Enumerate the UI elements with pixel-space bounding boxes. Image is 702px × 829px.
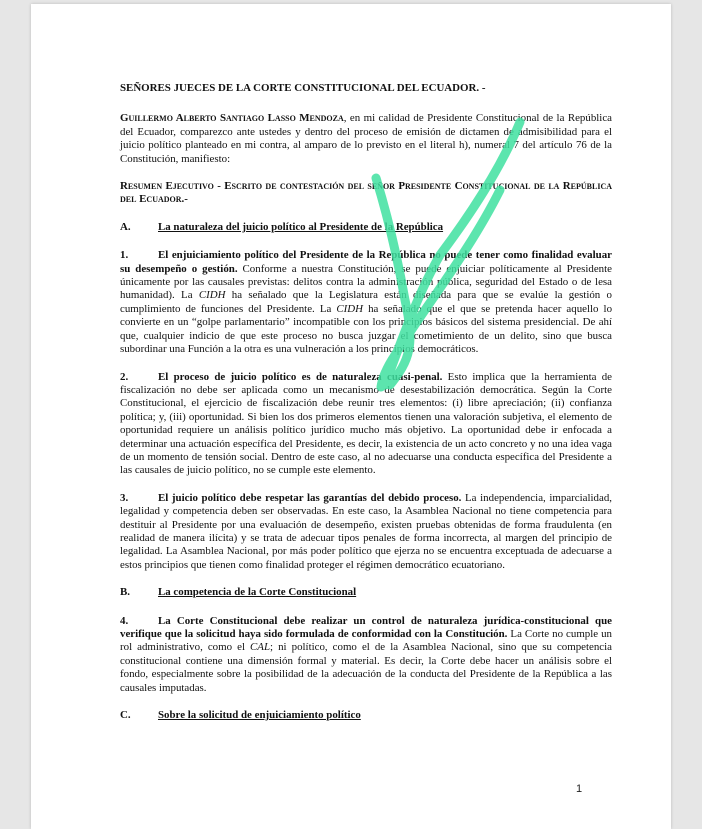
paragraph-1: [120, 249, 612, 356]
paragraph-text: Esto implica que la herramienta de fiscalización no debe ser aplicada como un mecanismo de desestabilización democrática. Según la Corte Constitucional, el ejercicio de fiscalización debe reunir tres elementos: (i) libre apreciación; (ii) confianza política; y, (iii) oportunidad. Si bien los dos primeros elementos tienen una valoración subjetiva, el elemento de oportunidad requiere un análisis político jurídico mucho más objetivo. La oportunidad debe ir enfocada a determinar una actuación específica del Presidente, es decir, la existencia de un acto concreto y no una idea vaga de un momento de tensión social. Dentro de este caso, al no adecuarse una conducta específica del Presidente a las causales de juicio político, no se cumple este elemento.: [120, 370, 612, 477]
section-label: B.: [120, 586, 130, 599]
section-title: Sobre la solicitud de enjuiciamiento político: [158, 709, 361, 722]
paragraph-text: Conforme a nuestra Constitución, se puede enjuiciar políticamente al Presidente únicamente por las causales previstas: delitos contra la administración pública, seguridad del Estado o de lesa humanidad). La: [120, 262, 612, 302]
paragraph-text: ha señalado que la Legislatura están diseñada para que se evalúe la gestión o cumplimiento de funciones del Presidente. La: [120, 289, 613, 315]
paragraph-number: 3.: [120, 491, 129, 504]
paragraph-italic: CAL: [250, 641, 271, 654]
section-a-heading: [120, 221, 612, 234]
paragraph-text: La independencia, imparcialidad, legalidad y competencia deben ser observadas. En este caso, la Asamblea Nacional no tiene competencia para destituir al Presidente por una evaluación de desempeño, existen pruebas obtenidas de forma fraudulenta (en realidad de manera ilícita) y se trata de adecuar tipos penales de forma incorrecta, al margen del principio de legalidad. La Asamblea Nacional, por más poder político que ejerza no se encuentra exceptuada de adecuarse a estos principios que tienen como finalidad proteger el régimen democrático ecuatoriano.: [120, 491, 612, 571]
section-c-heading: [120, 709, 612, 722]
paragraph-number: 2.: [120, 370, 129, 383]
paragraph-text: ; ni político, como el de la Asamblea Nacional, sino que su competencia constitucional contiene una dimensión formal y material. Es decir, la Corte debe hacer un análisis sobre el fondo, especialmente sobre la posibilidad de la adecuación de la conducta del Presidente de la República a las causales imputadas.: [120, 641, 612, 694]
intro-paragraph: [120, 112, 612, 166]
document-page: [31, 4, 671, 829]
paragraph-italic: CIDH: [336, 302, 364, 315]
paragraph-number: 4.: [120, 614, 129, 627]
paragraph-lead: La Corte Constitucional debe realizar un control de naturaleza jurídica-constitucional que verifique que la solicitud haya sido formulada de conformidad con la Constitución.: [120, 614, 612, 640]
paragraph-lead: El juicio político debe respetar las garantías del debido proceso.: [158, 491, 462, 504]
paragraph-4: [120, 615, 612, 695]
section-title: La naturaleza del juicio político al Presidente de la República: [158, 220, 444, 233]
paragraph-3: [120, 492, 612, 572]
paragraph-number: 1.: [120, 249, 129, 262]
section-title: La competencia de la Corte Constitucional: [158, 586, 357, 599]
petitioner-name: Guillermo Alberto Santiago Lasso Mendoza: [120, 112, 344, 125]
paragraph-lead: El proceso de juicio político es de naturaleza cuasi-penal.: [158, 370, 443, 383]
document-title: SEÑORES JUECES DE LA CORTE CONSTITUCIONAL DEL ECUADOR. -: [120, 82, 486, 94]
paragraph-italic: CIDH: [198, 289, 226, 302]
section-label: A.: [120, 220, 131, 233]
paragraph-text: ha señalado que el que se pretenda hacer aquello lo convierte en un “golpe parlamentario” incompatible con los principios básicos del sistema presidencial. De ahí que, cualquier indicio de que este proceso no busca juzgar el cometimiento de un delito, sino que busca subordinar una Función a la otra es una vulneración a los principios democráticos.: [120, 302, 613, 356]
executive-summary-heading: Resumen Ejecutivo - Escrito de contestación del señor Presidente Constitucional de la República del Ecuador.-: [120, 180, 612, 206]
paragraph-lead: El enjuiciamiento político del Presidente de la República no puede tener como finalidad evaluar su desempeño o gestión.: [120, 249, 612, 275]
section-label: C.: [120, 709, 131, 722]
intro-text: , en mi calidad de Presidente Constitucional de la República del Ecuador, comparezco ante ustedes y dentro del proceso de emisión de dictamen de admisibilidad para el juicio político planteado en mi contra, al amparo de lo previsto en el literal h), numeral 7 del artículo 76 de la Constitución, manifiesto:: [120, 112, 612, 165]
paragraph-text: La Corte no cumple un rol administrativo, como el: [120, 628, 612, 654]
page-number: 1: [576, 783, 583, 795]
document-body: [120, 82, 612, 737]
section-b-heading: [120, 586, 612, 599]
paragraph-2: [120, 371, 612, 478]
